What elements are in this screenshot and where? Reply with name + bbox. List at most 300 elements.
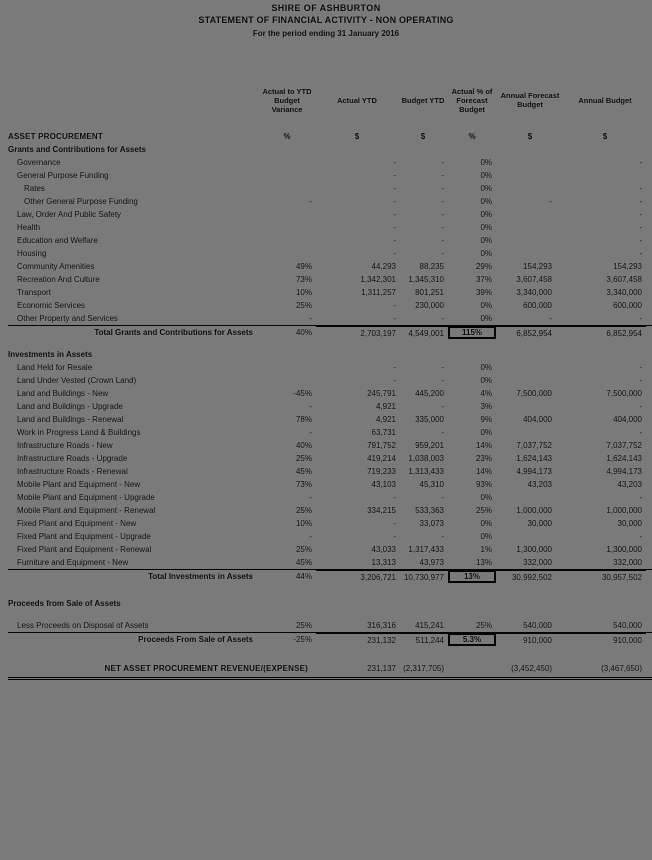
cell-value: - (441, 223, 444, 232)
cell-value: 43,973 (419, 558, 444, 567)
row-label: Fixed Plant and Equipment - New (17, 519, 137, 528)
cell-value: 533,363 (415, 506, 444, 515)
row-label: Proceeds From Sale of Assets (138, 635, 253, 644)
cell-value: 791,752 (367, 441, 396, 450)
cell-value: 25% (295, 454, 312, 463)
cell-value: 1,300,000 (606, 545, 642, 554)
cell-value: 0% (480, 210, 492, 219)
cell-value (496, 169, 564, 182)
cell-value: % (468, 132, 476, 141)
cell-value: -45% (293, 389, 312, 398)
cell-value: - (393, 363, 396, 372)
cell-value: 10,730,977 (398, 570, 448, 584)
cell-value: 910,000 (564, 633, 646, 647)
cell-value: - (639, 314, 642, 323)
row-label: Governance (17, 158, 61, 167)
cell-value: - (639, 158, 642, 167)
cell-value: 415,241 (415, 621, 444, 630)
table-row (8, 348, 652, 361)
cell-value: 540,000 (613, 621, 642, 630)
cell-value: 0% (480, 532, 492, 541)
cell-value: 115% (448, 326, 496, 339)
table-row (8, 387, 652, 400)
cell-value: 93% (475, 480, 492, 489)
cell-value: - (549, 314, 552, 323)
cell-value: 37% (475, 275, 492, 284)
row-label: Fixed Plant and Equipment - Renewal (17, 545, 152, 554)
cell-value: - (639, 493, 642, 502)
cell-value: 404,000 (523, 415, 552, 424)
cell-value: 0% (480, 249, 492, 258)
cell-value: (3,467,650) (564, 661, 646, 680)
column-header-annual-forecast-budget: Annual Forecast Budget (500, 91, 560, 109)
row-label: NET ASSET PROCUREMENT REVENUE/(EXPENSE) (104, 664, 308, 673)
cell-value (258, 234, 316, 247)
cell-value: 3,607,458 (516, 275, 552, 284)
cell-value: 25% (475, 506, 492, 515)
table-row (8, 286, 652, 299)
table-row (8, 195, 652, 208)
cell-value: 230,000 (415, 301, 444, 310)
cell-value: 0% (480, 301, 492, 310)
cell-value: 4,921 (375, 402, 396, 411)
table-row (8, 619, 652, 632)
column-header-actual-ytd: Actual YTD (337, 95, 377, 105)
row-label: Other Property and Services (17, 314, 118, 323)
cell-value: 7,037,752 (516, 441, 552, 450)
cell-value: - (393, 210, 396, 219)
cell-value: 1,345,310 (408, 275, 444, 284)
table-row (8, 374, 652, 387)
table-row (8, 299, 652, 312)
row-label: Proceeds from Sale of Assets (8, 599, 121, 608)
cell-value: 1,624,143 (516, 454, 552, 463)
cell-value: - (309, 493, 312, 502)
cell-value: 30,957,502 (564, 570, 646, 584)
cell-value: 10% (295, 519, 312, 528)
cell-value: 25% (295, 506, 312, 515)
spacer-row (8, 339, 652, 348)
cell-value: 1,624,143 (606, 454, 642, 463)
cell-value (496, 400, 564, 413)
table-row (8, 556, 652, 569)
cell-value: 4,994,173 (516, 467, 552, 476)
cell-value: 231,137 (316, 661, 398, 680)
cell-value: $ (527, 132, 533, 141)
cell-value: 1,038,003 (408, 454, 444, 463)
table-row (8, 491, 652, 504)
table-row (8, 325, 652, 339)
cell-value: 4,549,001 (398, 326, 448, 340)
row-label: Work in Progress Land & Buildings (17, 428, 141, 437)
cell-value: - (441, 376, 444, 385)
cell-value: 40% (295, 441, 312, 450)
cell-value: - (639, 197, 642, 206)
cell-value: 29% (475, 262, 492, 271)
cell-value: 0% (480, 197, 492, 206)
table-row (8, 169, 652, 182)
cell-value: - (441, 210, 444, 219)
cell-value: - (393, 493, 396, 502)
table-row (8, 632, 652, 646)
cell-value: 4,994,173 (606, 467, 642, 476)
cell-value (258, 143, 316, 156)
cell-value: 3,340,000 (606, 288, 642, 297)
cell-value: - (441, 249, 444, 258)
row-label: Housing (17, 249, 47, 258)
cell-value (564, 143, 646, 156)
cell-value: 25% (295, 545, 312, 554)
cell-value: 44,293 (371, 262, 396, 271)
cell-value: - (309, 314, 312, 323)
row-label: Land and Buildings - Renewal (17, 415, 124, 424)
row-label: Health (17, 223, 41, 232)
cell-value: 13% (448, 570, 496, 583)
cell-value (496, 221, 564, 234)
cell-value: 719,233 (367, 467, 396, 476)
table-row (8, 312, 652, 325)
cell-value: (3,452,450) (496, 661, 564, 680)
table-row (8, 478, 652, 491)
cell-value (496, 156, 564, 169)
cell-value: 45% (295, 467, 312, 476)
cell-value: 511,244 (398, 633, 448, 647)
cell-value: - (441, 428, 444, 437)
cell-value: 0% (480, 314, 492, 323)
cell-value: - (441, 158, 444, 167)
cell-value: 959,201 (415, 441, 444, 450)
column-header-variance: Actual to YTD Budget Variance (262, 86, 312, 114)
cell-value: 14% (475, 467, 492, 476)
cell-value (496, 247, 564, 260)
table-row (8, 234, 652, 247)
cell-value: - (393, 519, 396, 528)
cell-value: 3% (480, 402, 492, 411)
cell-value (448, 597, 496, 610)
cell-value: 1,311,257 (361, 288, 396, 297)
row-label: Total Grants and Contributions for Assets (94, 328, 253, 337)
cell-value: - (393, 184, 396, 193)
cell-value (448, 661, 496, 680)
table-body (0, 130, 652, 680)
cell-value: 25% (295, 301, 312, 310)
cell-value (316, 348, 398, 361)
table-row (8, 426, 652, 439)
spacer-row (8, 583, 652, 597)
cell-value: 7,500,000 (516, 389, 552, 398)
cell-value (496, 374, 564, 387)
cell-value: 0% (480, 376, 492, 385)
cell-value: 4% (480, 389, 492, 398)
row-label: Community Amenities (17, 262, 95, 271)
cell-value: - (441, 197, 444, 206)
cell-value: - (639, 363, 642, 372)
row-label: Total Investments in Assets (148, 572, 253, 581)
table-row (8, 247, 652, 260)
row-label: Land Under Vested (Crown Land) (17, 376, 137, 385)
cell-value: 910,000 (496, 633, 564, 647)
cell-value: 0% (480, 158, 492, 167)
row-label: Land and Buildings - New (17, 389, 109, 398)
cell-value: 25% (295, 621, 312, 630)
entity-name: SHIRE OF ASHBURTON (271, 3, 381, 13)
table-row (8, 182, 652, 195)
cell-value: 40% (295, 328, 312, 337)
column-header-annual-budget: Annual Budget (578, 95, 632, 105)
cell-value: 13,313 (371, 558, 396, 567)
cell-value: 335,000 (415, 415, 444, 424)
cell-value: $ (354, 132, 360, 141)
cell-value (496, 597, 564, 610)
cell-value: 43,203 (527, 480, 552, 489)
cell-value: 6,852,954 (496, 326, 564, 340)
row-label: Mobile Plant and Equipment - Renewal (17, 506, 156, 515)
cell-value (398, 348, 448, 361)
row-label: Rates (24, 184, 45, 193)
cell-value: 39% (475, 288, 492, 297)
cell-value: (2,317,705) (398, 661, 448, 680)
row-label: Education and Welfare (17, 236, 98, 245)
cell-value: 13% (475, 558, 492, 567)
cell-value: - (393, 376, 396, 385)
cell-value: 0% (480, 184, 492, 193)
cell-value: - (549, 197, 552, 206)
cell-value: 1,317,433 (408, 545, 444, 554)
cell-value: 0% (480, 171, 492, 180)
cell-value: - (441, 184, 444, 193)
cell-value: 9% (480, 415, 492, 424)
cell-value: 231,132 (316, 633, 398, 647)
cell-value: 45,310 (419, 480, 444, 489)
cell-value: 540,000 (523, 621, 552, 630)
cell-value: 801,251 (415, 288, 444, 297)
cell-value: 6,852,954 (564, 326, 646, 340)
cell-value (258, 156, 316, 169)
table-row (8, 465, 652, 478)
cell-value: 43,103 (371, 480, 396, 489)
cell-value (496, 361, 564, 374)
cell-value: 0% (480, 236, 492, 245)
cell-value (496, 426, 564, 439)
cell-value: 44% (295, 572, 312, 581)
cell-value: 30,000 (527, 519, 552, 528)
cell-value: 4,921 (375, 415, 396, 424)
cell-value: 10% (295, 288, 312, 297)
cell-value: 600,000 (523, 301, 552, 310)
table-row (8, 260, 652, 273)
cell-value: 332,000 (613, 558, 642, 567)
cell-value (496, 182, 564, 195)
cell-value: 0% (480, 519, 492, 528)
cell-value: 78% (295, 415, 312, 424)
cell-value (258, 361, 316, 374)
cell-value: 7,037,752 (606, 441, 642, 450)
row-label: Other General Purpose Funding (24, 197, 138, 206)
table-row (8, 439, 652, 452)
cell-value: - (441, 314, 444, 323)
table-row (8, 413, 652, 426)
cell-value (448, 143, 496, 156)
table-row (8, 597, 652, 610)
cell-value: 30,992,502 (496, 570, 564, 584)
row-label: Furniture and Equipment - New (17, 558, 129, 567)
table-row (8, 530, 652, 543)
cell-value: 316,316 (367, 621, 396, 630)
cell-value: - (441, 493, 444, 502)
cell-value (448, 348, 496, 361)
statement-title: STATEMENT OF FINANCIAL ACTIVITY - NON OPERATING (198, 15, 454, 25)
cell-value: - (393, 236, 396, 245)
row-label: Infrastructure Roads - Renewal (17, 467, 128, 476)
cell-value: - (639, 223, 642, 232)
cell-value: 3,607,458 (606, 275, 642, 284)
column-header-row (0, 72, 652, 128)
cell-value: 419,214 (367, 454, 396, 463)
cell-value: 0% (480, 223, 492, 232)
spacer-row (8, 610, 652, 619)
cell-value (258, 247, 316, 260)
cell-value (316, 143, 398, 156)
cell-value: 25% (475, 621, 492, 630)
cell-value: - (639, 236, 642, 245)
cell-value: 1,000,000 (516, 506, 552, 515)
table-row (8, 661, 652, 680)
cell-value: - (639, 402, 642, 411)
row-label: Land Held for Resale (17, 363, 93, 372)
cell-value: - (309, 197, 312, 206)
cell-value: 334,215 (367, 506, 396, 515)
row-label: ASSET PROCUREMENT (8, 132, 103, 141)
cell-value: 154,293 (613, 262, 642, 271)
cell-value: - (393, 314, 396, 323)
table-row (8, 221, 652, 234)
cell-value: $ (602, 132, 608, 141)
cell-value: 0% (480, 493, 492, 502)
cell-value (564, 597, 646, 610)
cell-value: - (393, 249, 396, 258)
cell-value: 5.3% (448, 633, 496, 646)
cell-value: - (639, 532, 642, 541)
row-label: Law, Order And Public Safety (17, 210, 122, 219)
cell-value: 73% (295, 275, 312, 284)
cell-value: 0% (480, 428, 492, 437)
row-label: Mobile Plant and Equipment - Upgrade (17, 493, 155, 502)
cell-value: -25% (293, 635, 312, 644)
cell-value: 1% (480, 545, 492, 554)
cell-value: 3,206,721 (316, 570, 398, 584)
title-block (0, 0, 652, 40)
cell-value (258, 348, 316, 361)
table-row (8, 130, 652, 143)
cell-value: 43,203 (617, 480, 642, 489)
cell-value: 7,500,000 (606, 389, 642, 398)
cell-value: 33,073 (419, 519, 444, 528)
cell-value: 0% (480, 363, 492, 372)
cell-value: - (393, 158, 396, 167)
cell-value: 154,293 (523, 262, 552, 271)
table-row (8, 273, 652, 286)
cell-value: - (309, 402, 312, 411)
cell-value (496, 208, 564, 221)
cell-value: - (639, 184, 642, 193)
cell-value: - (393, 223, 396, 232)
table-row (8, 543, 652, 556)
cell-value: 49% (295, 262, 312, 271)
cell-value: 1,300,000 (516, 545, 552, 554)
cell-value (496, 348, 564, 361)
cell-value (258, 169, 316, 182)
cell-value: 445,200 (415, 389, 444, 398)
cell-value (258, 221, 316, 234)
cell-value (258, 182, 316, 195)
cell-value: 404,000 (613, 415, 642, 424)
cell-value: 23% (475, 454, 492, 463)
spacer-row (8, 646, 652, 655)
row-label: Infrastructure Roads - New (17, 441, 113, 450)
cell-value: % (283, 132, 291, 141)
table-row (8, 569, 652, 583)
cell-value: 73% (295, 480, 312, 489)
table-row (8, 504, 652, 517)
cell-value: 43,033 (371, 545, 396, 554)
cell-value: 245,791 (367, 389, 396, 398)
row-label: Land and Buildings - Upgrade (17, 402, 123, 411)
cell-value: - (441, 171, 444, 180)
cell-value: 30,000 (617, 519, 642, 528)
cell-value: 88,235 (419, 262, 444, 271)
table-row (8, 452, 652, 465)
column-header-actual-pct-forecast: Actual % of Forecast Budget (451, 86, 493, 114)
cell-value (398, 143, 448, 156)
row-label: Transport (17, 288, 51, 297)
cell-value: $ (420, 132, 426, 141)
row-label: Economic Services (17, 301, 86, 310)
cell-value: - (441, 363, 444, 372)
cell-value (258, 374, 316, 387)
cell-value: - (639, 210, 642, 219)
column-header-budget-ytd: Budget YTD (401, 95, 445, 105)
row-label: General Purpose Funding (17, 171, 109, 180)
cell-value (564, 169, 646, 182)
cell-value: 332,000 (523, 558, 552, 567)
table-row (8, 208, 652, 221)
cell-value: 1,342,301 (360, 275, 396, 284)
cell-value: - (393, 301, 396, 310)
cell-value: 63,731 (371, 428, 396, 437)
cell-value: - (393, 197, 396, 206)
cell-value: - (441, 402, 444, 411)
cell-value: 1,313,433 (408, 467, 444, 476)
cell-value (316, 597, 398, 610)
cell-value (496, 234, 564, 247)
table-row (8, 143, 652, 156)
table-row (8, 361, 652, 374)
cell-value: 2,703,197 (316, 326, 398, 340)
cell-value (398, 597, 448, 610)
row-label: Investments in Assets (8, 350, 93, 359)
cell-value (564, 348, 646, 361)
cell-value: - (393, 532, 396, 541)
table-row (8, 517, 652, 530)
cell-value (496, 530, 564, 543)
row-label: Less Proceeds on Disposal of Assets (17, 621, 149, 630)
row-label: Mobile Plant and Equipment - New (17, 480, 141, 489)
cell-value (258, 597, 316, 610)
cell-value: 3,340,000 (516, 288, 552, 297)
cell-value: - (441, 532, 444, 541)
cell-value: 45% (295, 558, 312, 567)
table-row (8, 400, 652, 413)
